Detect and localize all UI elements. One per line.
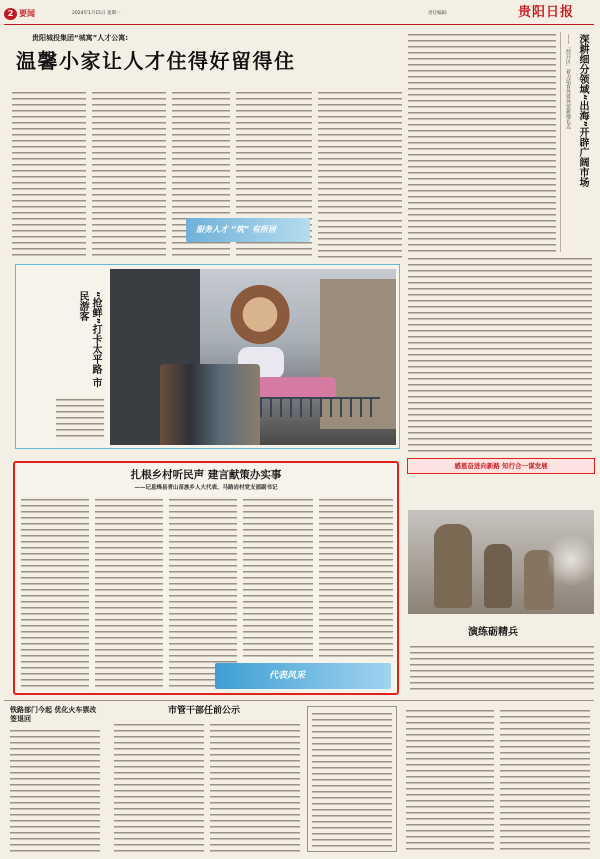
section-label: 要闻	[19, 9, 35, 18]
highlight-column-5	[319, 497, 393, 657]
lead-headline: 温馨小家让人才住得好留得住	[16, 49, 296, 73]
bottom-left-body	[10, 728, 100, 852]
military-photo	[408, 510, 594, 614]
bottom-center-col-2	[210, 722, 300, 852]
pink-flowers	[256, 377, 336, 399]
bottom-center-title: 市管干部任前公示	[168, 706, 241, 716]
right-column-1	[408, 32, 556, 252]
bottom-left-article	[4, 704, 104, 854]
monkey-sculpture	[230, 283, 290, 353]
highlight-column-2	[95, 497, 163, 691]
right-article	[404, 28, 596, 458]
bottom-notice	[307, 706, 397, 852]
highlight-banner	[215, 663, 391, 689]
mid-banner	[407, 458, 595, 474]
highlight-subhead: ——记息烽县青山苗族乡人大代表、马路岩村党支部副书记	[134, 485, 278, 491]
mid-banner-text: 感恩奋进向新路 知行合一谋发展	[454, 462, 548, 470]
bottom-left-title: 铁路部门今起 优化火车票改签退回	[10, 706, 97, 723]
military-caption	[410, 644, 594, 692]
lead-column-1	[12, 90, 86, 258]
masthead-rule	[4, 24, 594, 25]
editors-credit: 责任编辑:	[428, 11, 448, 16]
lead-kicker: 贵阳城投集团“城寓”人才公寓:	[32, 34, 129, 42]
right-headline: 深耕细分领域“出海”开辟广阔市场	[577, 34, 588, 188]
bottom-right-col-2	[500, 708, 590, 852]
bottom-center-article	[108, 704, 304, 854]
lead-article	[4, 28, 404, 260]
masthead	[0, 0, 600, 26]
military-title: 演练砺精兵	[468, 627, 518, 638]
photo-feature	[15, 264, 400, 449]
smoke	[548, 530, 594, 590]
bottom-right-col-1	[406, 708, 494, 852]
bottom-rule	[4, 700, 594, 701]
lead-column-5	[318, 90, 402, 215]
highlight-column-3	[169, 497, 237, 691]
soldier-center	[484, 544, 512, 608]
highlight-column-1	[21, 497, 89, 691]
highlighted-article	[13, 461, 399, 695]
soldier-left	[434, 524, 472, 608]
lead-column-2	[92, 90, 166, 258]
page-number-badge: 2	[4, 8, 17, 20]
highlight-column-4	[243, 497, 313, 657]
right-vertical-rule	[560, 32, 561, 252]
photo-caption	[56, 397, 104, 441]
photo-feature-title: “抢鲜”打卡太平路 市民游客	[77, 291, 101, 388]
lead-banner	[186, 218, 310, 242]
right-subhead: ——「经开区」着力培育外资外贸新增长点	[565, 34, 571, 129]
highlight-headline: 扎根乡村听民声 建言献策办实事	[130, 469, 282, 481]
street-photo	[110, 269, 396, 445]
right-column-2	[408, 256, 592, 456]
lead-banner-text: 服务人才 “筑” 有所居	[196, 225, 276, 234]
bottom-right-article	[402, 704, 594, 854]
bottom-notice-body	[312, 711, 392, 847]
visitors-group	[160, 364, 260, 445]
lead-column-5b	[318, 218, 402, 258]
bottom-center-col-1	[114, 722, 204, 852]
newspaper-logo: 贵阳日报	[518, 5, 575, 20]
issue-date: 2024年1月15日 星期一	[72, 11, 121, 16]
highlight-banner-text: 代表风采	[269, 671, 306, 681]
